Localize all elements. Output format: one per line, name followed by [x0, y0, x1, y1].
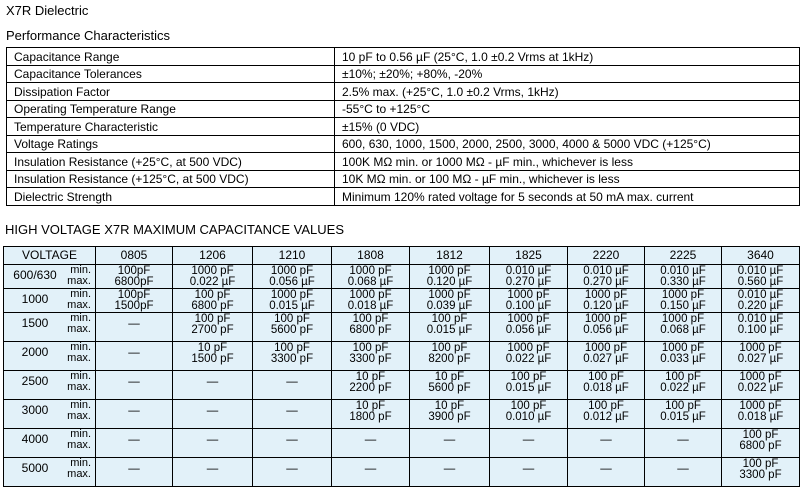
capacitance-cell	[568, 313, 645, 342]
max-value: 6800 pF	[349, 324, 392, 336]
max-value: 0.018 µF	[347, 300, 394, 312]
capacitance-cell	[490, 265, 568, 289]
min-value: 1000 pF	[191, 265, 234, 277]
max-value: 0.015 µF	[505, 382, 552, 394]
capacitance-cell	[645, 289, 722, 313]
min-value: 1000 pF	[739, 371, 782, 383]
perf-value: -55°C to +125°C	[335, 100, 800, 118]
capacitance-cell	[490, 313, 568, 342]
voltage-cell	[4, 342, 96, 371]
not-available: —	[522, 434, 535, 446]
not-available: —	[206, 405, 219, 417]
min-value: 0.010 µF	[737, 313, 784, 325]
max-value: 0.100 µF	[737, 324, 784, 336]
capacitance-cell	[490, 429, 568, 458]
max-value	[410, 446, 489, 457]
capacitance-cell	[645, 458, 722, 487]
min-value: 100 pF	[665, 371, 701, 383]
max-value: 3300 pF	[349, 353, 392, 365]
not-available: —	[286, 376, 298, 388]
max-value: 3300 pF	[270, 353, 314, 365]
table-row	[4, 429, 800, 458]
voltage-value: 2000	[21, 345, 49, 359]
performance-table	[6, 47, 800, 206]
capacitance-cell	[173, 313, 253, 342]
max-value	[173, 475, 252, 486]
min-value: 100 pF	[194, 289, 231, 301]
perf-row	[7, 153, 800, 171]
max-value: 3300 pF	[739, 469, 782, 481]
capacitance-cell	[645, 429, 722, 458]
capacitance-cell	[96, 342, 173, 371]
capacitance-cell	[645, 342, 722, 371]
capacitance-cell	[490, 458, 568, 487]
perf-row	[7, 48, 800, 66]
case-size-header: 1206	[173, 247, 253, 265]
not-available: —	[286, 434, 298, 446]
not-available: —	[286, 463, 298, 475]
min-label: min.	[70, 264, 91, 276]
min-value: 1000 pF	[739, 400, 782, 412]
capacitance-cell	[332, 342, 410, 371]
min-value: 0.010 µF	[583, 265, 629, 277]
max-value: 0.270 µF	[505, 276, 552, 288]
max-value	[410, 475, 489, 486]
perf-value: 2.5% max. (+25°C, 1.0 ±0.2 Vrms, 1kHz)	[335, 83, 800, 101]
not-available: —	[522, 463, 535, 475]
voltage-value: 1500	[21, 316, 49, 330]
max-value: 0.056 µF	[583, 324, 629, 336]
capacitance-cell	[568, 400, 645, 429]
max-value	[490, 475, 567, 486]
max-value: 0.015 µF	[426, 324, 473, 336]
capacitance-cell	[490, 342, 568, 371]
capacitance-cell	[253, 313, 332, 342]
not-available: —	[128, 347, 140, 359]
voltage-value: 600/630	[13, 268, 57, 282]
capacitance-cell	[722, 458, 800, 487]
max-value: 0.039 µF	[426, 300, 473, 312]
max-label: max.	[67, 323, 91, 335]
max-label: max.	[67, 410, 91, 422]
perf-value: 10 pF to 0.56 µF (25°C, 1.0 ±0.2 Vrms at 1kHz)	[335, 48, 800, 66]
max-value: 0.150 µF	[660, 300, 706, 312]
voltage-value: 3000	[21, 403, 49, 417]
case-size-header: 3640	[722, 247, 800, 265]
max-value	[568, 475, 644, 486]
min-value: 1000 pF	[349, 265, 392, 277]
capacitance-cell	[173, 458, 253, 487]
max-value	[96, 359, 172, 370]
max-value	[173, 388, 252, 399]
perf-property: Capacitance Range	[7, 48, 335, 66]
capacitance-cell	[645, 371, 722, 400]
perf-row	[7, 170, 800, 188]
perf-property: Operating Temperature Range	[7, 100, 335, 118]
perf-property: Insulation Resistance (+125°C, at 500 VDC)	[7, 170, 335, 188]
max-value: 0.027 µF	[583, 353, 629, 365]
capacitance-cell	[332, 429, 410, 458]
perf-value: ±10%; ±20%; +80%, -20%	[335, 65, 800, 83]
max-value: 5600 pF	[428, 382, 471, 394]
max-value	[568, 446, 644, 457]
min-value: 100 pF	[352, 342, 389, 354]
not-available: —	[206, 463, 219, 475]
not-available: —	[206, 434, 219, 446]
capacitance-cell	[490, 289, 568, 313]
capacitance-cell	[96, 371, 173, 400]
min-value: 1000 pF	[661, 342, 705, 354]
capacitance-cell	[332, 400, 410, 429]
min-value: 1000 pF	[270, 289, 314, 301]
max-value: 0.022 µF	[737, 382, 784, 394]
max-value	[96, 388, 172, 399]
max-value: 0.220 µF	[737, 300, 784, 312]
performance-heading: Performance Characteristics	[6, 28, 170, 43]
max-value: 0.018 µF	[583, 382, 629, 394]
min-value: 100 pF	[194, 313, 231, 325]
max-value: 0.120 µF	[583, 300, 629, 312]
not-available: —	[128, 376, 140, 388]
min-value: 100 pF	[352, 313, 389, 325]
min-value: 1000 pF	[428, 289, 471, 301]
perf-row	[7, 135, 800, 153]
perf-property: Insulation Resistance (+25°C, at 500 VDC)	[7, 153, 335, 171]
max-value: 5600 pF	[270, 324, 314, 336]
max-value	[645, 446, 721, 457]
max-value	[96, 330, 172, 341]
min-value: 10 pF	[355, 371, 386, 383]
capacitance-cell	[410, 289, 490, 313]
max-value	[490, 446, 567, 457]
capacitance-cell	[173, 342, 253, 371]
not-available: —	[364, 463, 377, 475]
perf-value: 100K MΩ min. or 1000 MΩ - µF min., whichever is less	[335, 153, 800, 171]
max-value: 0.330 µF	[660, 276, 706, 288]
max-value	[96, 446, 172, 457]
perf-property: Dielectric Strength	[7, 188, 335, 206]
min-label: min.	[70, 399, 91, 411]
voltage-cell	[4, 289, 96, 313]
max-value	[253, 388, 331, 399]
not-available: —	[128, 434, 140, 446]
max-value	[173, 446, 252, 457]
perf-property: Temperature Characteristic	[7, 118, 335, 136]
max-value	[253, 475, 331, 486]
page-title: X7R Dielectric	[6, 3, 89, 18]
voltage-value: 1000	[21, 292, 49, 306]
capacitance-cell	[96, 458, 173, 487]
min-value: 1000 pF	[661, 313, 705, 325]
max-value	[645, 475, 721, 486]
case-size-header: 0805	[96, 247, 173, 265]
max-value: 0.056 µF	[269, 276, 315, 288]
table-row	[4, 371, 800, 400]
max-value: 0.068 µF	[347, 276, 394, 288]
capacitance-cell	[96, 265, 173, 289]
min-value: 1000 pF	[584, 342, 628, 354]
capacitance-cell	[332, 289, 410, 313]
min-value: 0.010 µF	[660, 265, 706, 277]
capacitance-cell	[173, 289, 253, 313]
capacitance-cell	[568, 371, 645, 400]
capacitance-cell	[253, 342, 332, 371]
min-label: min.	[70, 370, 91, 382]
perf-row	[7, 118, 800, 136]
not-available: —	[443, 434, 456, 446]
max-value	[96, 475, 172, 486]
not-available: —	[677, 434, 689, 446]
min-value: 100 pF	[588, 371, 624, 383]
max-value: 0.018 µF	[737, 411, 784, 423]
min-value: 0.010 µF	[505, 265, 552, 277]
capacitance-cell	[410, 400, 490, 429]
capacitance-cell	[722, 289, 800, 313]
perf-value: Minimum 120% rated voltage for 5 seconds at 50 mA max. current	[335, 188, 800, 206]
max-value: 0.270 µF	[583, 276, 629, 288]
capacitance-cell	[253, 265, 332, 289]
voltage-value: 5000	[21, 461, 49, 475]
max-label: max.	[67, 381, 91, 393]
min-label: min.	[70, 457, 91, 469]
not-available: —	[128, 463, 140, 475]
capacitance-cell	[96, 289, 173, 313]
max-label: max.	[67, 352, 91, 364]
capacitance-cell	[722, 313, 800, 342]
max-value: 0.012 µF	[583, 411, 629, 423]
voltage-cell	[4, 429, 96, 458]
capacitance-cell	[173, 371, 253, 400]
capacitance-cell	[332, 458, 410, 487]
max-label: max.	[67, 299, 91, 311]
max-value: 0.015 µF	[269, 300, 315, 312]
not-available: —	[677, 463, 689, 475]
max-value: 0.027 µF	[737, 353, 784, 365]
min-value: 10 pF	[197, 342, 228, 354]
capacitance-cell	[410, 429, 490, 458]
min-value: 1000 pF	[584, 289, 628, 301]
capacitance-cell	[96, 429, 173, 458]
capacitance-cell	[410, 265, 490, 289]
capacitance-cell	[173, 429, 253, 458]
min-value: 1000 pF	[584, 313, 628, 325]
max-value: 0.120 µF	[426, 276, 473, 288]
capacitance-cell	[410, 458, 490, 487]
capacitance-cell	[490, 400, 568, 429]
max-value: 2700 pF	[191, 324, 234, 336]
capacitance-cell	[96, 313, 173, 342]
perf-property: Voltage Ratings	[7, 135, 335, 153]
capacitance-cell	[332, 371, 410, 400]
max-value: 6800pF	[114, 276, 154, 288]
perf-row	[7, 100, 800, 118]
voltage-cell	[4, 458, 96, 487]
min-value: 1000 pF	[507, 289, 550, 301]
perf-property: Dissipation Factor	[7, 83, 335, 101]
capacitance-cell	[253, 458, 332, 487]
min-label: min.	[70, 312, 91, 324]
capacitance-cell	[722, 429, 800, 458]
max-value: 6800 pF	[739, 440, 782, 452]
max-value: 1500 pF	[191, 353, 234, 365]
max-value: 6800 pF	[191, 300, 234, 312]
case-size-header: 1808	[332, 247, 410, 265]
max-value: 0.560 µF	[737, 276, 784, 288]
capacitance-cell	[645, 400, 722, 429]
max-value	[173, 417, 252, 428]
min-value: 1000 pF	[428, 265, 471, 277]
min-value: 100 pF	[742, 429, 779, 441]
min-value: 1000 pF	[507, 313, 550, 325]
capacitance-cell	[332, 313, 410, 342]
capacitance-cell	[645, 313, 722, 342]
max-value: 0.022 µF	[505, 353, 552, 365]
max-value: 0.056 µF	[505, 324, 552, 336]
max-value	[332, 475, 409, 486]
table-row	[4, 289, 800, 313]
voltage-value: 4000	[21, 432, 49, 446]
capacitance-cell	[568, 458, 645, 487]
not-available: —	[600, 463, 612, 475]
max-value: 0.022 µF	[660, 382, 706, 394]
not-available: —	[443, 463, 456, 475]
min-label: min.	[70, 341, 91, 353]
table-row	[4, 342, 800, 371]
voltage-cell	[4, 371, 96, 400]
min-value: 100 pF	[510, 400, 547, 412]
capacitance-cell	[722, 371, 800, 400]
min-value: 100 pF	[510, 371, 547, 383]
min-value: 1000 pF	[507, 342, 550, 354]
voltage-cell	[4, 265, 96, 289]
capacitance-cell	[722, 400, 800, 429]
min-value: 100 pF	[431, 313, 468, 325]
max-label: max.	[67, 275, 91, 287]
capacitance-cell	[253, 371, 332, 400]
min-value: 100pF	[117, 265, 151, 277]
perf-row	[7, 188, 800, 206]
not-available: —	[364, 434, 377, 446]
max-value: 0.068 µF	[660, 324, 706, 336]
min-label: min.	[70, 428, 91, 440]
perf-value: 10K MΩ min. or 100 MΩ - µF min., whichever is less	[335, 170, 800, 188]
perf-value: ±15% (0 VDC)	[335, 118, 800, 136]
max-value: 0.100 µF	[505, 300, 552, 312]
capacitance-cell	[490, 371, 568, 400]
max-value: 0.033 µF	[660, 353, 706, 365]
min-value: 1000 pF	[661, 289, 705, 301]
capacitance-cell	[410, 342, 490, 371]
min-value: 0.010 µF	[737, 289, 784, 301]
max-value: 0.015 µF	[660, 411, 706, 423]
capacitance-cell	[332, 265, 410, 289]
not-available: —	[600, 434, 612, 446]
capacitance-cell	[410, 371, 490, 400]
max-value	[253, 446, 331, 457]
max-value	[332, 446, 409, 457]
voltage-header: VOLTAGE	[4, 247, 96, 265]
min-value: 100 pF	[665, 400, 701, 412]
capacitance-cell	[645, 265, 722, 289]
capacitance-cell	[568, 429, 645, 458]
not-available: —	[286, 405, 298, 417]
case-size-header: 2220	[568, 247, 645, 265]
min-value: 100 pF	[431, 342, 468, 354]
min-value: 100 pF	[742, 458, 779, 470]
perf-row	[7, 65, 800, 83]
capacitance-cell	[173, 400, 253, 429]
max-label: max.	[67, 468, 91, 480]
max-value	[253, 417, 331, 428]
not-available: —	[206, 376, 219, 388]
not-available: —	[128, 405, 140, 417]
min-label: min.	[70, 288, 91, 300]
case-size-header: 1825	[490, 247, 568, 265]
min-value: 1000 pF	[270, 265, 314, 277]
min-value: 10 pF	[355, 400, 386, 412]
perf-value: 600, 630, 1000, 1500, 2000, 2500, 3000, 4000 & 5000 VDC (+125°C)	[335, 135, 800, 153]
min-value: 100 pF	[274, 313, 310, 325]
capacitance-cell	[568, 265, 645, 289]
not-available: —	[128, 318, 140, 330]
case-size-header: 1210	[253, 247, 332, 265]
capacitance-cell	[253, 289, 332, 313]
max-value: 8200 pF	[428, 353, 471, 365]
capacitance-cell	[722, 265, 800, 289]
perf-property: Capacitance Tolerances	[7, 65, 335, 83]
max-value: 0.010 µF	[505, 411, 552, 423]
case-size-header: 1812	[410, 247, 490, 265]
max-value: 3900 pF	[428, 411, 471, 423]
min-value: 0.010 µF	[737, 265, 784, 277]
table-row	[4, 400, 800, 429]
min-value: 10 pF	[434, 371, 465, 383]
min-value: 10 pF	[434, 400, 465, 412]
capacitance-cell	[253, 400, 332, 429]
capacitance-cell	[253, 429, 332, 458]
max-value: 1500pF	[114, 300, 154, 312]
hv-heading: HIGH VOLTAGE X7R MAXIMUM CAPACITANCE VALUES	[5, 222, 345, 237]
capacitance-cell	[173, 265, 253, 289]
min-value: 100pF	[117, 289, 151, 301]
case-size-header: 2225	[645, 247, 722, 265]
capacitance-cell	[568, 342, 645, 371]
max-value: 0.022 µF	[189, 276, 236, 288]
min-value: 1000 pF	[739, 342, 782, 354]
max-value	[96, 417, 172, 428]
max-value: 1800 pF	[349, 411, 392, 423]
voltage-cell	[4, 313, 96, 342]
max-value: 2200 pF	[349, 382, 392, 394]
voltage-cell	[4, 400, 96, 429]
capacitance-cell	[410, 313, 490, 342]
table-row	[4, 458, 800, 487]
min-value: 1000 pF	[349, 289, 392, 301]
capacitance-cell	[568, 289, 645, 313]
capacitance-cell	[96, 400, 173, 429]
table-row	[4, 265, 800, 289]
table-row	[4, 313, 800, 342]
voltage-value: 2500	[21, 374, 49, 388]
max-label: max.	[67, 439, 91, 451]
min-value: 100 pF	[274, 342, 310, 354]
capacitance-cell	[722, 342, 800, 371]
min-value: 100 pF	[588, 400, 624, 412]
capacitance-table	[3, 246, 800, 487]
perf-row	[7, 83, 800, 101]
